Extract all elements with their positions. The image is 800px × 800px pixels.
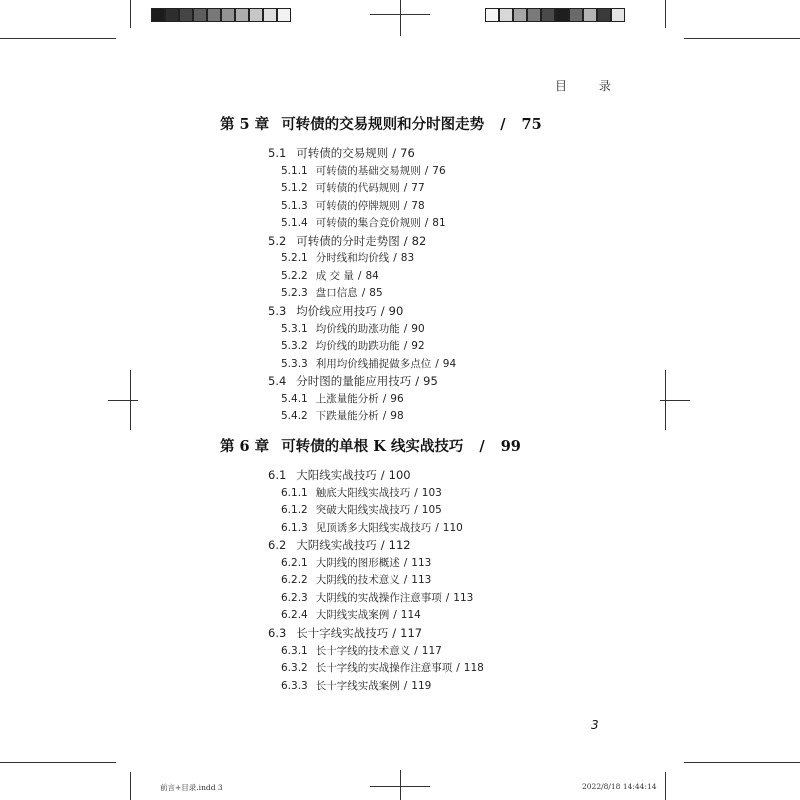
toc-subsection-entry[interactable] [281, 485, 442, 500]
toc-section-entry[interactable] [268, 145, 415, 161]
toc-entry-number: 6.2.3 [281, 591, 308, 604]
toc-entry-separator: / [392, 146, 397, 160]
toc-entry-page: 82 [411, 233, 427, 248]
toc-entry-title: 突破大阳线实战技巧 [315, 504, 411, 517]
color-swatch [221, 8, 235, 22]
chapter-label: 第 6 章 [220, 438, 270, 455]
toc-entry-number: 6.3.2 [281, 662, 308, 675]
page-number: 3 [591, 718, 599, 732]
toc-entry-title: 大阴线的图形概述 [315, 556, 400, 569]
toc-entry-title: 可转债的分时走势图 [296, 233, 400, 248]
toc-entry-separator: / [380, 468, 385, 482]
toc-entry-page: 105 [421, 504, 442, 517]
toc-subsection-entry[interactable] [281, 198, 425, 213]
toc-subsection-entry[interactable] [281, 180, 425, 195]
toc-entry-separator: / [403, 556, 408, 569]
color-swatch [597, 8, 611, 22]
color-swatch [513, 8, 527, 22]
toc-entry-separator: / [357, 269, 362, 282]
color-swatch [249, 8, 263, 22]
toc-entry-separator: / [403, 322, 408, 335]
color-calibration-bar-left [151, 8, 291, 22]
toc-subsection-entry[interactable] [281, 321, 425, 336]
toc-subsection-entry[interactable] [281, 502, 442, 517]
toc-entry-separator: / [445, 591, 450, 604]
toc-entry-number: 5.4.2 [281, 410, 308, 423]
toc-entry-title: 盘口信息 [315, 287, 358, 300]
toc-entry-page: 114 [400, 609, 421, 622]
color-swatch [151, 8, 165, 22]
toc-entry-number: 5.1 [268, 146, 287, 160]
registration-mark [660, 400, 690, 401]
toc-entry-number: 6.2.4 [281, 609, 308, 622]
toc-entry-title: 分时线和均价线 [315, 252, 390, 265]
toc-section-entry[interactable] [268, 537, 411, 553]
toc-entry-title: 长十字线实战案例 [315, 679, 400, 692]
toc-entry-separator: / [380, 538, 385, 553]
crop-mark [684, 38, 800, 39]
color-swatch [499, 8, 513, 22]
toc-entry-number: 5.4.1 [281, 392, 308, 405]
toc-entry-title: 可转债的停牌规则 [315, 199, 400, 212]
toc-entry-number: 6.3.3 [281, 679, 308, 692]
toc-entry-title: 下跌量能分析 [315, 410, 379, 423]
toc-entry-title: 均价线应用技巧 [296, 303, 377, 318]
toc-subsection-entry[interactable] [281, 572, 431, 587]
toc-entry-page: 84 [365, 269, 379, 282]
chapter-title: 可转债的交易规则和分时图走势 [281, 116, 485, 133]
toc-entry-page: 90 [388, 303, 404, 318]
toc-entry-number: 6.1 [268, 468, 287, 482]
toc-entry-separator: / [382, 392, 387, 405]
color-swatch [179, 8, 193, 22]
chapter-page: 99 [500, 438, 521, 455]
toc-entry-separator: / [382, 410, 387, 423]
toc-subsection-entry[interactable] [281, 250, 414, 265]
toc-section-entry[interactable] [268, 233, 426, 249]
toc-entry-separator: / [403, 233, 408, 248]
toc-entry-separator: / [435, 357, 439, 370]
color-swatch [193, 8, 207, 22]
toc-entry-separator: / [414, 504, 418, 517]
toc-entry-number: 5.3.3 [281, 357, 308, 370]
toc-entry-page: 95 [423, 374, 438, 389]
toc-subsection-entry[interactable] [281, 356, 456, 371]
toc-entry-page: 103 [421, 486, 442, 499]
print-slug-timestamp: 2022/8/18 14:44:14 [582, 782, 657, 791]
color-swatch [569, 8, 583, 22]
toc-entry-title: 大阴线实战技巧 [296, 538, 377, 553]
crop-mark [665, 772, 666, 800]
toc-entry-number: 6.3 [268, 625, 287, 640]
toc-entry-separator: / [403, 679, 408, 692]
toc-entry-page: 76 [432, 164, 446, 177]
toc-subsection-entry[interactable] [281, 590, 473, 605]
toc-entry-title: 利用均价线捕捉做多点位 [315, 357, 432, 370]
toc-entry-separator: / [456, 662, 460, 675]
toc-entry-page: 119 [411, 679, 432, 692]
chapter-label: 第 5 章 [220, 116, 270, 133]
toc-entry-title: 大阴线的技术意义 [315, 574, 400, 587]
chapter-heading[interactable] [220, 113, 542, 134]
toc-entry-title: 均价线的助涨功能 [315, 322, 400, 335]
toc-entry-title: 大阴线的实战操作注意事项 [315, 591, 442, 604]
toc-entry-title: 见顶诱多大阳线实战技巧 [315, 521, 432, 534]
toc-entry-number: 6.1.2 [281, 504, 308, 517]
toc-entry-number: 6.1.1 [281, 486, 308, 499]
registration-mark [108, 400, 138, 401]
toc-entry-title: 长十字线的技术意义 [315, 644, 411, 657]
toc-entry-title: 可转债的集合竞价规则 [315, 217, 421, 230]
toc-entry-page: 118 [463, 662, 484, 675]
toc-subsection-entry[interactable] [281, 660, 484, 675]
toc-subsection-entry[interactable] [281, 163, 446, 178]
toc-entry-page: 92 [411, 340, 425, 353]
toc-entry-number: 5.3.2 [281, 340, 308, 353]
toc-entry-separator: / [393, 252, 397, 265]
crop-mark [665, 0, 666, 28]
toc-entry-page: 112 [388, 538, 411, 553]
toc-section-entry[interactable] [268, 303, 403, 319]
toc-entry-title: 可转债的代码规则 [315, 182, 400, 195]
toc-entry-separator: / [380, 303, 385, 318]
toc-entry-page: 76 [400, 146, 415, 160]
toc-entry-page: 113 [411, 574, 432, 587]
toc-entry-page: 98 [390, 410, 404, 423]
toc-entry-separator: / [392, 625, 397, 640]
toc-subsection-entry[interactable] [281, 268, 379, 283]
color-swatch [583, 8, 597, 22]
chapter-page: 75 [521, 116, 542, 133]
color-swatch [611, 8, 625, 22]
color-swatch [165, 8, 179, 22]
color-swatch [207, 8, 221, 22]
toc-section-entry[interactable] [268, 373, 438, 389]
toc-entry-separator: / [403, 574, 408, 587]
toc-entry-page: 81 [432, 217, 446, 230]
print-slug-filename: 前言+目录.indd 3 [160, 783, 223, 792]
toc-section-entry[interactable] [268, 625, 422, 641]
toc-entry-separator: / [414, 486, 418, 499]
toc-entry-page: 117 [400, 625, 423, 640]
toc-entry-number: 6.3.1 [281, 644, 308, 657]
toc-entry-number: 5.3.1 [281, 322, 308, 335]
toc-entry-title: 可转债的交易规则 [296, 146, 389, 160]
toc-entry-separator: / [403, 340, 408, 353]
registration-mark [370, 14, 430, 15]
toc-entry-page: 94 [442, 357, 457, 370]
toc-entry-number: 5.2.3 [281, 287, 308, 300]
toc-entry-number: 5.2.1 [281, 252, 308, 265]
toc-entry-title: 大阴线实战案例 [315, 609, 390, 622]
toc-entry-title: 触底大阳线实战技巧 [315, 486, 411, 499]
chapter-title: 可转债的单根 K 线实战技巧 [281, 438, 464, 455]
color-swatch [263, 8, 277, 22]
toc-subsection-entry[interactable] [281, 607, 421, 622]
toc-entry-title: 长十字线实战技巧 [296, 625, 389, 640]
toc-entry-page: 96 [390, 392, 404, 405]
chapter-heading[interactable] [220, 435, 521, 456]
toc-subsection-entry[interactable] [281, 555, 431, 570]
toc-entry-number: 5.1.3 [281, 199, 308, 212]
toc-entry-title: 成 交 量 [315, 269, 354, 282]
toc-entry-number: 6.2 [268, 538, 287, 553]
toc-entry-number: 6.2.2 [281, 574, 308, 587]
color-swatch [527, 8, 541, 22]
toc-section-entry[interactable] [268, 467, 411, 483]
toc-entry-number: 5.2.2 [281, 269, 308, 282]
toc-entry-number: 5.4 [268, 374, 287, 389]
toc-entry-number: 5.1.1 [281, 164, 308, 177]
registration-mark [400, 770, 401, 800]
toc-entry-page: 78 [411, 199, 425, 212]
toc-subsection-entry[interactable] [281, 678, 431, 693]
toc-subsection-entry[interactable] [281, 338, 425, 353]
toc-entry-page: 90 [411, 322, 425, 335]
crop-mark [0, 762, 116, 763]
color-swatch [277, 8, 291, 22]
color-swatch [541, 8, 555, 22]
toc-subsection-entry[interactable] [281, 408, 404, 423]
toc-subsection-entry[interactable] [281, 643, 442, 658]
toc-entry-page: 83 [400, 252, 415, 265]
toc-subsection-entry[interactable] [281, 215, 446, 230]
crop-mark [130, 772, 131, 800]
toc-entry-page: 113 [411, 556, 432, 569]
running-header: 目 录 [555, 79, 625, 93]
toc-entry-title: 大阳线实战技巧 [296, 468, 377, 482]
toc-entry-separator: / [414, 644, 418, 657]
crop-mark [0, 38, 116, 39]
toc-entry-separator: / [415, 374, 420, 389]
toc-entry-page: 77 [411, 182, 425, 195]
toc-entry-number: 5.1.2 [281, 182, 308, 195]
registration-mark [400, 0, 401, 36]
toc-subsection-entry[interactable] [281, 391, 404, 406]
toc-entry-page: 117 [421, 644, 442, 657]
color-calibration-bar-right [485, 8, 625, 22]
toc-entry-separator: / [403, 199, 408, 212]
toc-entry-page: 110 [442, 521, 463, 534]
registration-mark [370, 786, 430, 787]
toc-entry-separator: / [361, 287, 366, 300]
toc-entry-title: 上涨量能分析 [315, 392, 379, 405]
toc-entry-number: 6.1.3 [281, 521, 308, 534]
toc-entry-separator: / [393, 609, 397, 622]
toc-subsection-entry[interactable] [281, 520, 463, 535]
color-swatch [555, 8, 569, 22]
toc-entry-page: 85 [369, 287, 383, 300]
crop-mark [684, 762, 800, 763]
chapter-separator: / [500, 116, 506, 133]
toc-entry-separator: / [403, 182, 408, 195]
toc-subsection-entry[interactable] [281, 285, 383, 300]
toc-entry-title: 可转债的基础交易规则 [315, 164, 421, 177]
toc-entry-title: 分时图的量能应用技巧 [296, 374, 412, 389]
toc-entry-page: 113 [453, 591, 474, 604]
toc-entry-title: 长十字线的实战操作注意事项 [315, 662, 453, 675]
color-swatch [235, 8, 249, 22]
crop-mark [130, 0, 131, 28]
toc-entry-separator: / [424, 164, 429, 177]
toc-entry-number: 5.3 [268, 303, 287, 318]
toc-entry-title: 均价线的助跌功能 [315, 340, 400, 353]
toc-entry-number: 6.2.1 [281, 556, 308, 569]
chapter-separator: / [479, 438, 485, 455]
color-swatch [485, 8, 499, 22]
toc-entry-page: 100 [388, 468, 411, 482]
toc-entry-separator: / [435, 521, 439, 534]
toc-entry-separator: / [424, 217, 429, 230]
toc-entry-number: 5.2 [268, 233, 287, 248]
toc-entry-number: 5.1.4 [281, 217, 308, 230]
